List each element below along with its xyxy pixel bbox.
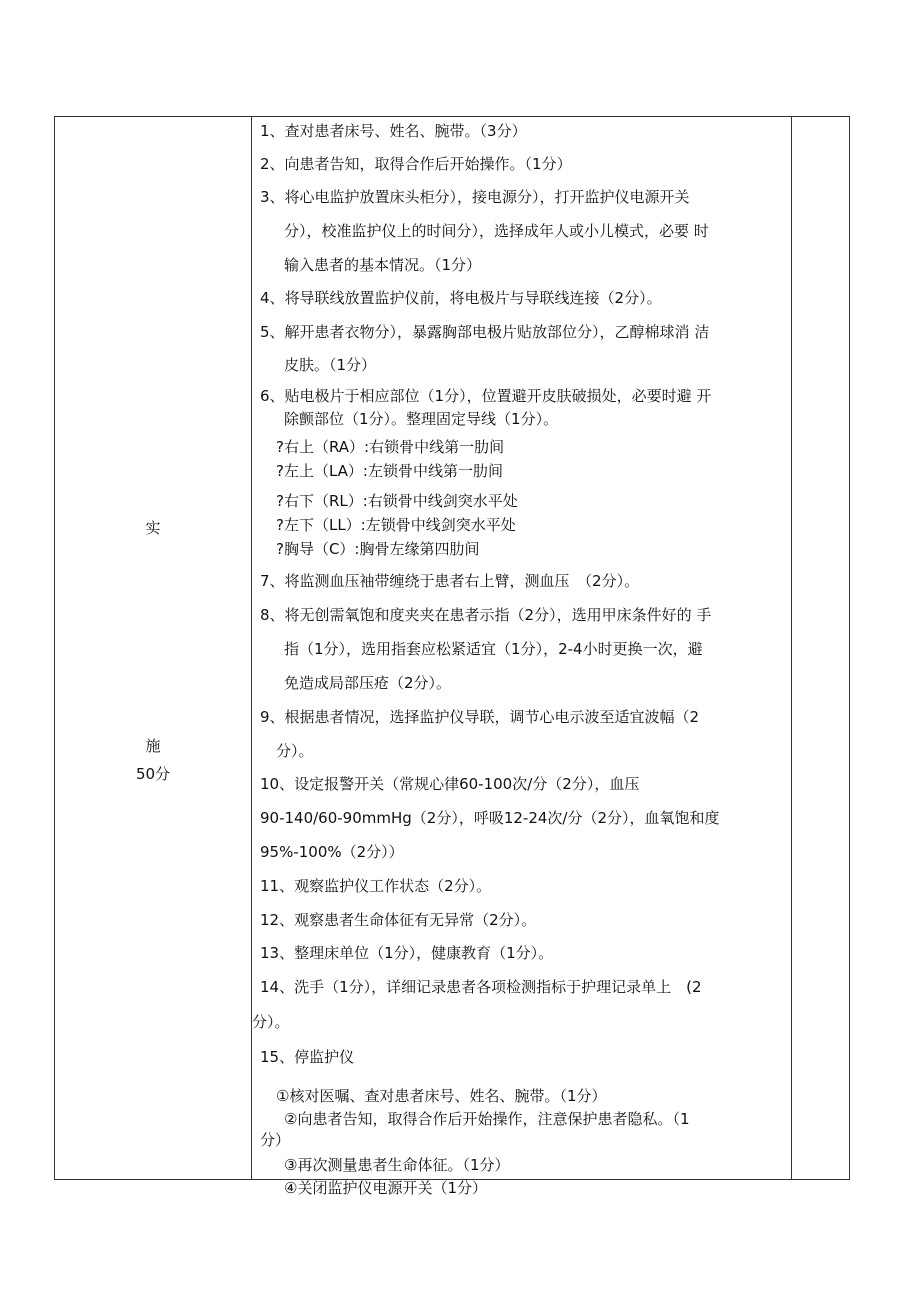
column-divider-right: [791, 117, 792, 1179]
sub-step-line: ①核对医嘱、查对患者床号、姓名、腕带。（1分）: [276, 1087, 607, 1105]
procedure-table: [54, 116, 850, 1197]
step-line: 输入患者的基本情况。（1分）: [284, 256, 482, 274]
step-line: 指（1分），选用指套应松紧适宜（1分），2-4小时更换一次，避: [284, 640, 703, 658]
section-label-top: 实: [145, 519, 161, 537]
electrode-line: ?右下（RL）:右锁骨中线剑突水平处: [276, 492, 518, 510]
step-line: 免造成局部压疮（2分）。: [284, 674, 452, 692]
step-line: 8、将无创需氧饱和度夹夹在患者示指（2分），选用甲床条件好的 手: [260, 606, 712, 624]
electrode-line: ?右上（RA）:右锁骨中线第一肋间: [276, 438, 505, 456]
step-line: 11、观察监护仪工作状态（2分）。: [260, 877, 492, 895]
step-line: 分），校准监护仪上的时间分），选择成年人或小儿模式，必要 时: [284, 222, 709, 240]
step-line: 95%-100%（2分））: [260, 843, 404, 861]
step-line: 分）。: [252, 1013, 290, 1031]
step-line: 14、洗手（1分），详细记录患者各项检测指标于护理记录单上 (2: [260, 978, 702, 996]
sub-step-line: 分）: [260, 1131, 291, 1149]
step-line: 90-140/60-90mmHg（2分），呼吸12-24次/分（2分），血氧饱和度: [260, 809, 720, 827]
step-line: 皮肤。（1分）: [284, 356, 377, 374]
section-score: 50分: [135, 765, 171, 783]
step-line: 分）。: [276, 742, 314, 760]
electrode-line: ?左上（LA）:左锁骨中线第一肋间: [276, 462, 503, 480]
step-line: 13、整理床单位（1分），健康教育（1分）。: [260, 944, 554, 962]
sub-step-line: ④关闭监护仪电源开关（1分）: [284, 1179, 487, 1197]
procedure-content: [252, 117, 791, 1197]
electrode-line: ?胸导（C）:胸骨左缘第四肋间: [276, 540, 480, 558]
step-line: 3、将心电监护放置床头柜分），接电源分），打开监护仪电源开关: [260, 188, 690, 206]
electrode-line: ?左下（LL）:左锁骨中线剑突水平处: [276, 516, 516, 534]
step-line: 7、将监测血压袖带缠绕于患者右上臂，测血压 （2分）。: [260, 572, 640, 590]
sub-step-line: ②向患者告知，取得合作后开始操作，注意保护患者隐私。（1: [284, 1110, 690, 1128]
step-line: 15、停监护仪: [260, 1048, 355, 1066]
section-label-mid: 施: [145, 737, 161, 755]
step-line: 12、观察患者生命体征有无异常（2分）。: [260, 911, 537, 929]
step-line: 2、向患者告知，取得合作后开始操作。（1分）: [260, 155, 572, 173]
step-line: 4、将导联线放置监护仪前，将电极片与导联线连接（2分）。: [260, 289, 662, 307]
step-line: 6、贴电极片于相应部位（1分），位置避开皮肤破损处，必要时避 开: [260, 387, 712, 405]
step-line: 10、设定报警开关（常规心律60-100次/分（2分），血压: [260, 775, 640, 793]
step-line: 除颤部位（1分）。整理固定导线（1分）。: [284, 410, 559, 428]
step-line: 9、根据患者情况，选择监护仪导联，调节心电示波至适宜波幅（2: [260, 708, 700, 726]
step-line: 5、解开患者衣物分），暴露胸部电极片贴放部位分），乙醇棉球消 洁: [260, 323, 710, 341]
step-line: 1、查对患者床号、姓名、腕带。（3分）: [260, 122, 527, 140]
sub-step-line: ③再次测量患者生命体征。（1分）: [284, 1156, 510, 1174]
